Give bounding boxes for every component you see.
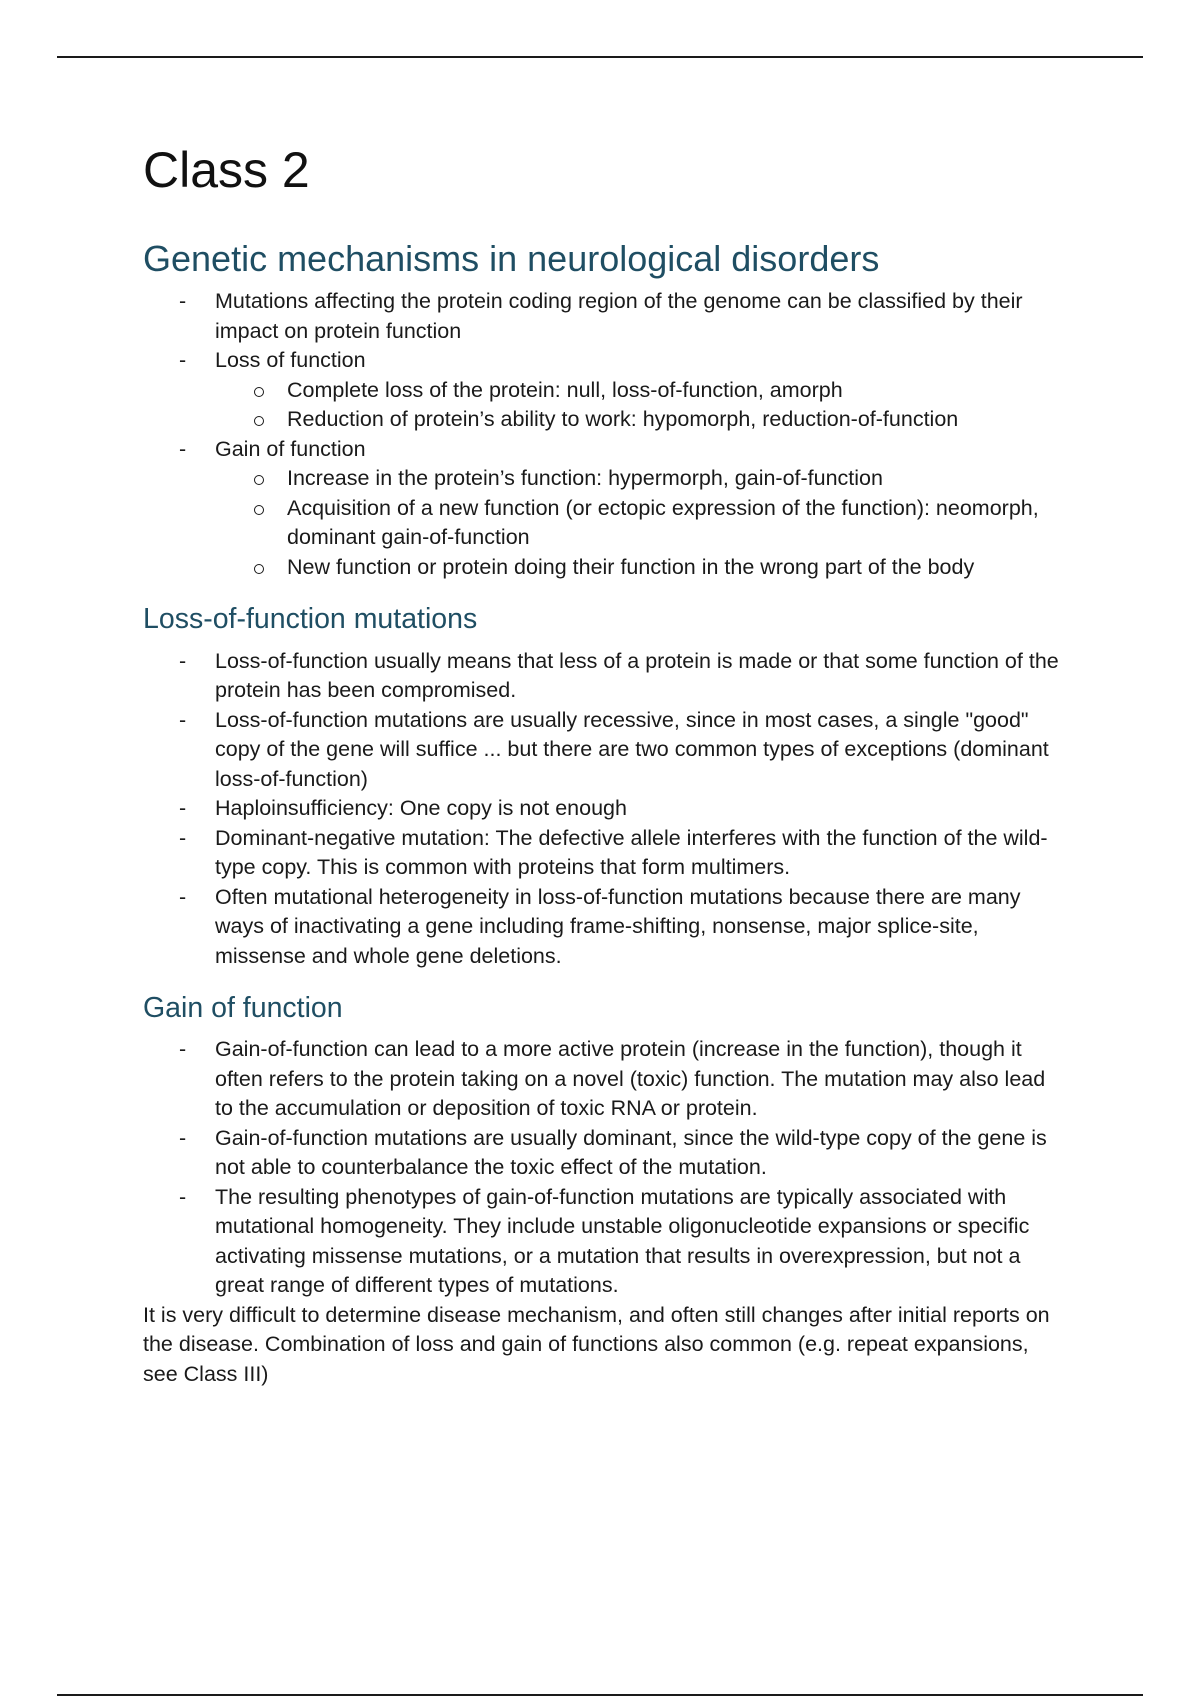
sub-list-item: Increase in the protein’s function: hypermorph, gain-of-function [287,464,1063,494]
list-item: - Often mutational heterogeneity in loss-of-function mutations because there are many ways of inactivating a gene including frame-shifting, nonsense, major splice-site, missense and whole gene deletions. [215,883,1063,972]
section-heading-gain-of-function: Gain of function [143,992,343,1025]
list-item [215,435,1063,583]
sub-list-item: Reduction of protein’s ability to work: hypomorph, reduction-of-function [287,405,1063,435]
footer-rule [57,1694,1143,1696]
gain-of-function-sublist [215,464,1063,582]
list-item-label: Gain of function [215,436,366,461]
list-item: - Loss-of-function mutations are usually recessive, since in most cases, a single "good" copy of the gene will suffice ... but there are two common types of exceptions (dominant loss-of-function) [215,706,1063,795]
sub-list-item: Acquisition of a new function (or ectopic expression of the function): neomorph, dominant gain-of-function [287,494,1063,553]
page-title: Class 2 [143,142,310,198]
sub-list-item: New function or protein doing their function in the wrong part of the body [287,553,1063,583]
list-item [215,346,1063,435]
list-item: - The resulting phenotypes of gain-of-function mutations are typically associated with mutational homogeneity. They include unstable oligonucleotide expansions or specific activating missense mutations, or a mutation that results in overexpression, but not a great range of different types of mutations. [215,1183,1063,1301]
gain-of-function-list [143,1035,1063,1301]
sub-list-item: Complete loss of the protein: null, loss-of-function, amorph [287,376,1063,406]
genetic-mechanisms-list [143,287,1063,582]
list-item: - Gain-of-function can lead to a more active protein (increase in the function), though it often refers to the protein taking on a novel (toxic) function. The mutation may also lead to the accumulation or deposition of toxic RNA or protein. [215,1035,1063,1124]
section-heading-genetic-mechanisms: Genetic mechanisms in neurological disorders [143,238,880,279]
list-item: - Mutations affecting the protein coding region of the genome can be classified by their impact on protein function [215,287,1063,346]
section-heading-loss-of-function: Loss-of-function mutations [143,603,478,636]
loss-of-function-sublist [215,376,1063,435]
loss-of-function-list [143,647,1063,972]
list-item: - Gain-of-function mutations are usually dominant, since the wild-type copy of the gene is not able to counterbalance the toxic effect of the mutation. [215,1124,1063,1183]
header-rule [57,56,1143,58]
list-item-label: Loss of function [215,348,366,373]
document-body [143,140,1063,1389]
list-item: - Dominant-negative mutation: The defective allele interferes with the function of the wild-type copy. This is common with proteins that form multimers. [215,824,1063,883]
closing-paragraph: It is very difficult to determine disease mechanism, and often still changes after initial reports on the disease. Combination of loss and gain of functions also common (e.g. repeat expansions, see Class III) [143,1302,1050,1386]
list-item: - Loss-of-function usually means that less of a protein is made or that some function of the protein has been compromised. [215,647,1063,706]
list-item: - Haploinsufficiency: One copy is not enough [215,794,1063,824]
